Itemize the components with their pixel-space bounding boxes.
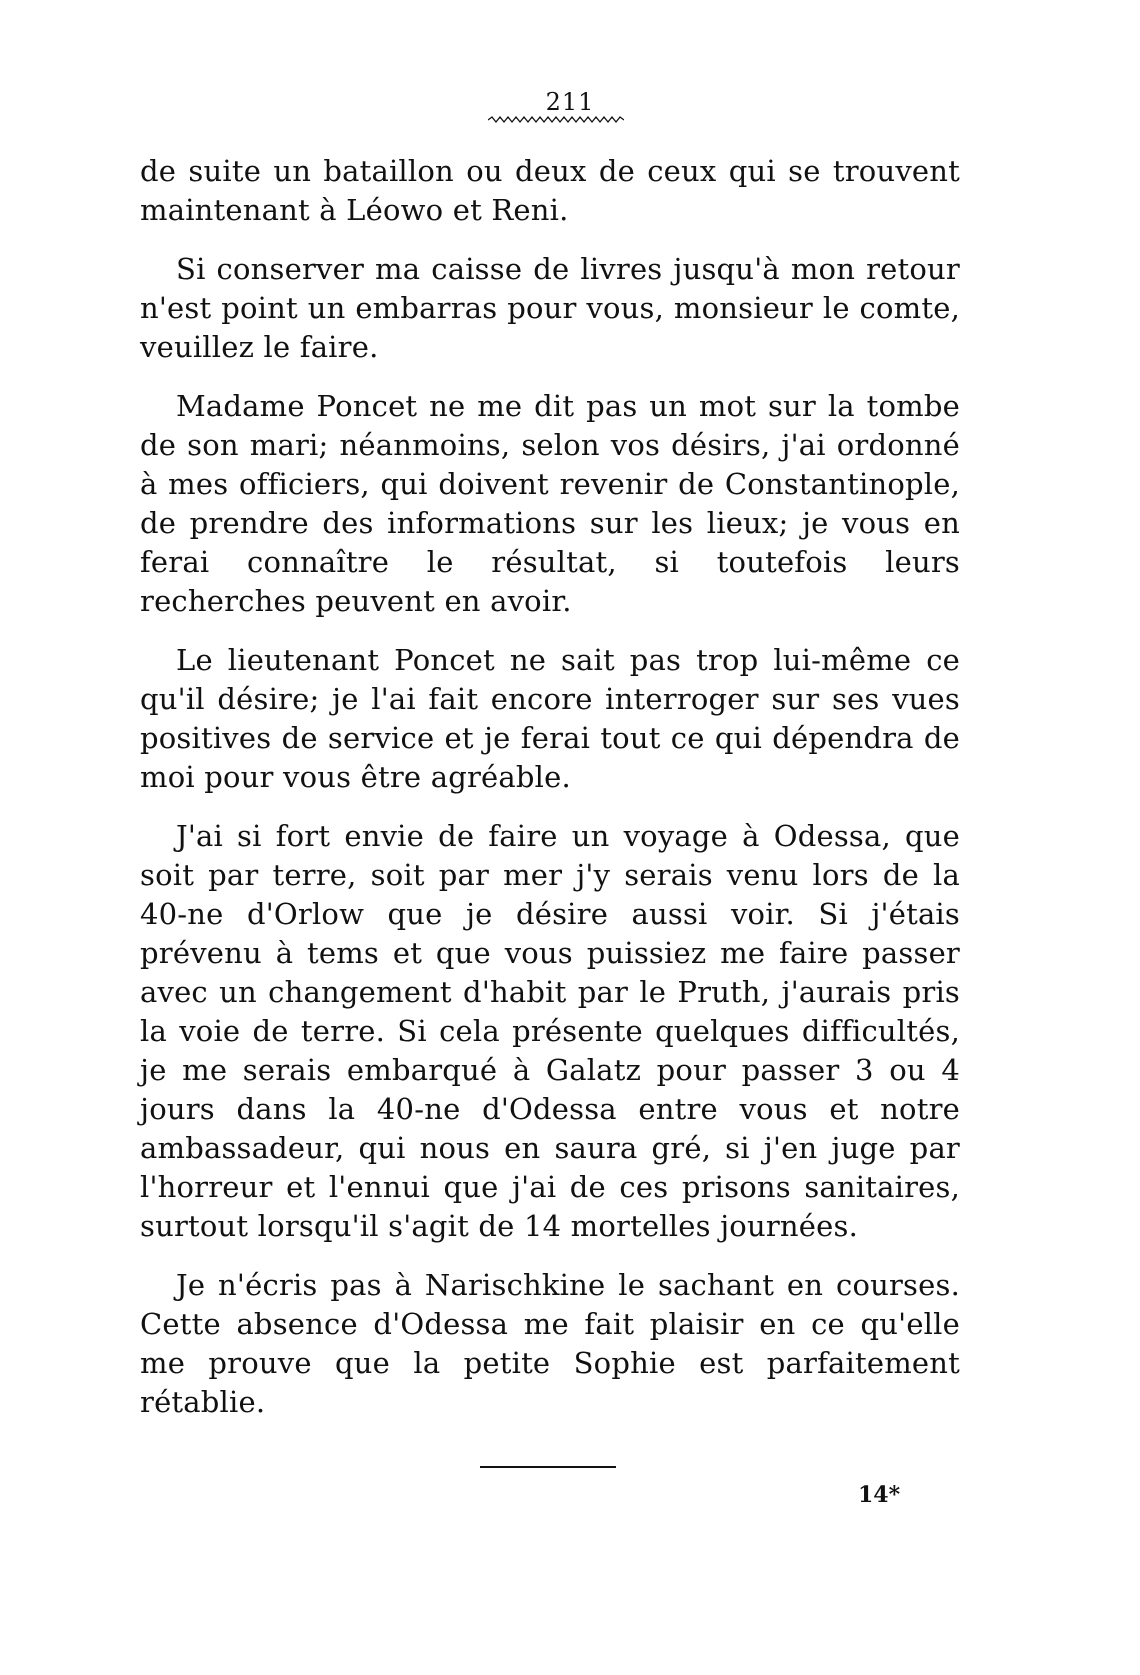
paragraph-madame-poncet: Madame Poncet ne me dit pas un mot sur la tombe de son mari; néanmoins, selon vos désirs, j'ai ordonné à mes officiers, qui doivent revenir de Constantinople, de prendre des informations sur les lieux; je vous en ferai connaître le résultat, si toutefois leurs recherches peuvent en avoir. [140, 389, 960, 618]
paragraph-book-box: Si conserver ma caisse de livres jusqu'à mon retour n'est point un embarras pour vous, monsieur le comte, veuillez le faire. [140, 252, 960, 364]
footer-divider [480, 1466, 616, 1468]
paragraph-odessa-voyage: J'ai si fort envie de faire un voyage à Odessa, que soit par terre, soit par mer j'y serais venu lors de la 40-ne d'Orlow que je désire aussi voir. Si j'étais prévenu à tems et que vous puissiez me faire passer avec un changement d'habit par le Pruth, j'aurais pris la voie de terre. Si cela présente quelques difficultés, je me serais embarqué à Galatz pour passer 3 ou 4 jours dans la 40-ne d'Odessa entre vous et notre ambassadeur, qui nous en saura gré, si j'en juge par l'horreur et l'ennui que j'ai de ces prisons sanitaires, surtout lorsqu'il s'agit de 14 mortelles journées. [140, 819, 960, 1243]
page-number: 211 [545, 88, 595, 116]
page-number-ornament [488, 116, 624, 124]
body-text [140, 152, 960, 1442]
signature-mark: 14* [858, 1482, 901, 1508]
paragraph-narischkine: Je n'écris pas à Narischkine le sachant en courses. Cette absence d'Odessa me fait plaisir en ce qu'elle me prouve que la petite Sophie est parfaitement rétablie. [140, 1268, 960, 1419]
paragraph-lieutenant-poncet: Le lieutenant Poncet ne sait pas trop lui-même ce qu'il désire; je l'ai fait encore interroger sur ses vues positives de service et je ferai tout ce qui dépendra de moi pour vous être agréable. [140, 643, 960, 794]
paragraph-continuation: de suite un bataillon ou deux de ceux qui se trouvent maintenant à Léowo et Reni. [140, 154, 960, 227]
